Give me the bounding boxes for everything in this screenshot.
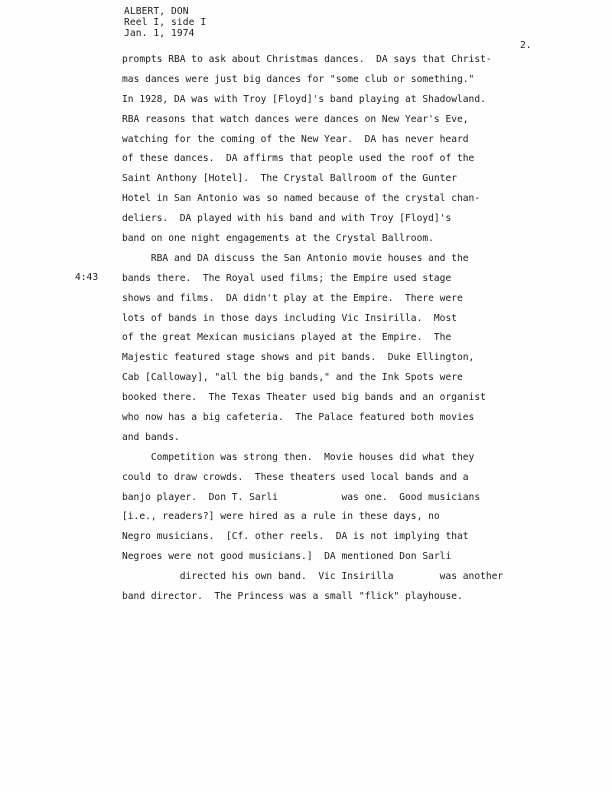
page-number: 2.: [520, 40, 532, 51]
text-line: and bands.: [122, 431, 180, 443]
text-line: In 1928, DA was with Troy [Floyd]'s band playing at Shadowland.: [122, 93, 486, 105]
text-line: band director. The Princess was a small "flick" playhouse.: [122, 591, 463, 603]
document-header: [124, 6, 206, 39]
text-line: Majestic featured stage shows and pit bands. Duke Ellington,: [122, 352, 475, 364]
paragraph: [122, 448, 537, 607]
text-line: Saint Anthony [Hotel]. The Crystal Ballroom of the Gunter: [122, 173, 458, 185]
text-line: booked there. The Texas Theater used big bands and an organist: [122, 392, 486, 404]
text-line: Negroes were not good musicians.] DA mentioned Don Sarli: [122, 551, 452, 563]
text-line: of these dances. DA affirms that people used the roof of the: [122, 153, 475, 165]
text-line: RBA and DA discuss the San Antonio movie houses and the: [122, 252, 469, 264]
text-line: Negro musicians. [Cf. other reels. DA is not implying that: [122, 531, 469, 543]
timestamp-marker: 4:43: [75, 272, 99, 283]
text-line: Competition was strong then. Movie houses did what they: [122, 451, 475, 463]
text-line: who now has a big cafeteria. The Palace featured both movies: [122, 412, 475, 424]
header-reel: Reel I, side I: [124, 17, 207, 28]
header-date: Jan. 1, 1974: [124, 28, 195, 39]
text-line: shows and films. DA didn't play at the Empire. There were: [122, 292, 463, 304]
text-line: could to draw crowds. These theaters used local bands and a: [122, 471, 469, 483]
text-line: directed his own band. Vic Insirilla was another: [122, 571, 504, 583]
text-line: lots of bands in those days including Vic Insirilla. Most: [122, 312, 458, 324]
text-line: Hotel in San Antonio was so named because of the crystal chan-: [122, 193, 481, 205]
text-line: mas dances were just big dances for "some club or something.": [122, 73, 475, 85]
text-line: deliers. DA played with his band and with Troy [Floyd]'s: [122, 213, 452, 225]
text-line: Cab [Calloway], "all the big bands," and the Ink Spots were: [122, 372, 463, 384]
text-line: bands there. The Royal used films; the Empire used stage: [122, 272, 452, 284]
transcript-body: [122, 50, 537, 607]
text-line: of the great Mexican musicians played at the Empire. The: [122, 332, 452, 344]
text-line: [i.e., readers?] were hired as a rule in these days, no: [122, 511, 440, 523]
text-line: prompts RBA to ask about Christmas dances. DA says that Christ-: [122, 54, 492, 65]
text-line: banjo player. Don T. Sarli was one. Good musicians: [122, 491, 481, 503]
text-line: band on one night engagements at the Crystal Ballroom.: [122, 233, 434, 245]
paragraph: [122, 249, 537, 448]
text-line: RBA reasons that watch dances were dances on New Year's Eve,: [122, 113, 469, 125]
paragraph: [122, 50, 537, 249]
text-line: watching for the coming of the New Year. DA has never heard: [122, 133, 469, 145]
header-name: ALBERT, DON: [124, 6, 189, 17]
